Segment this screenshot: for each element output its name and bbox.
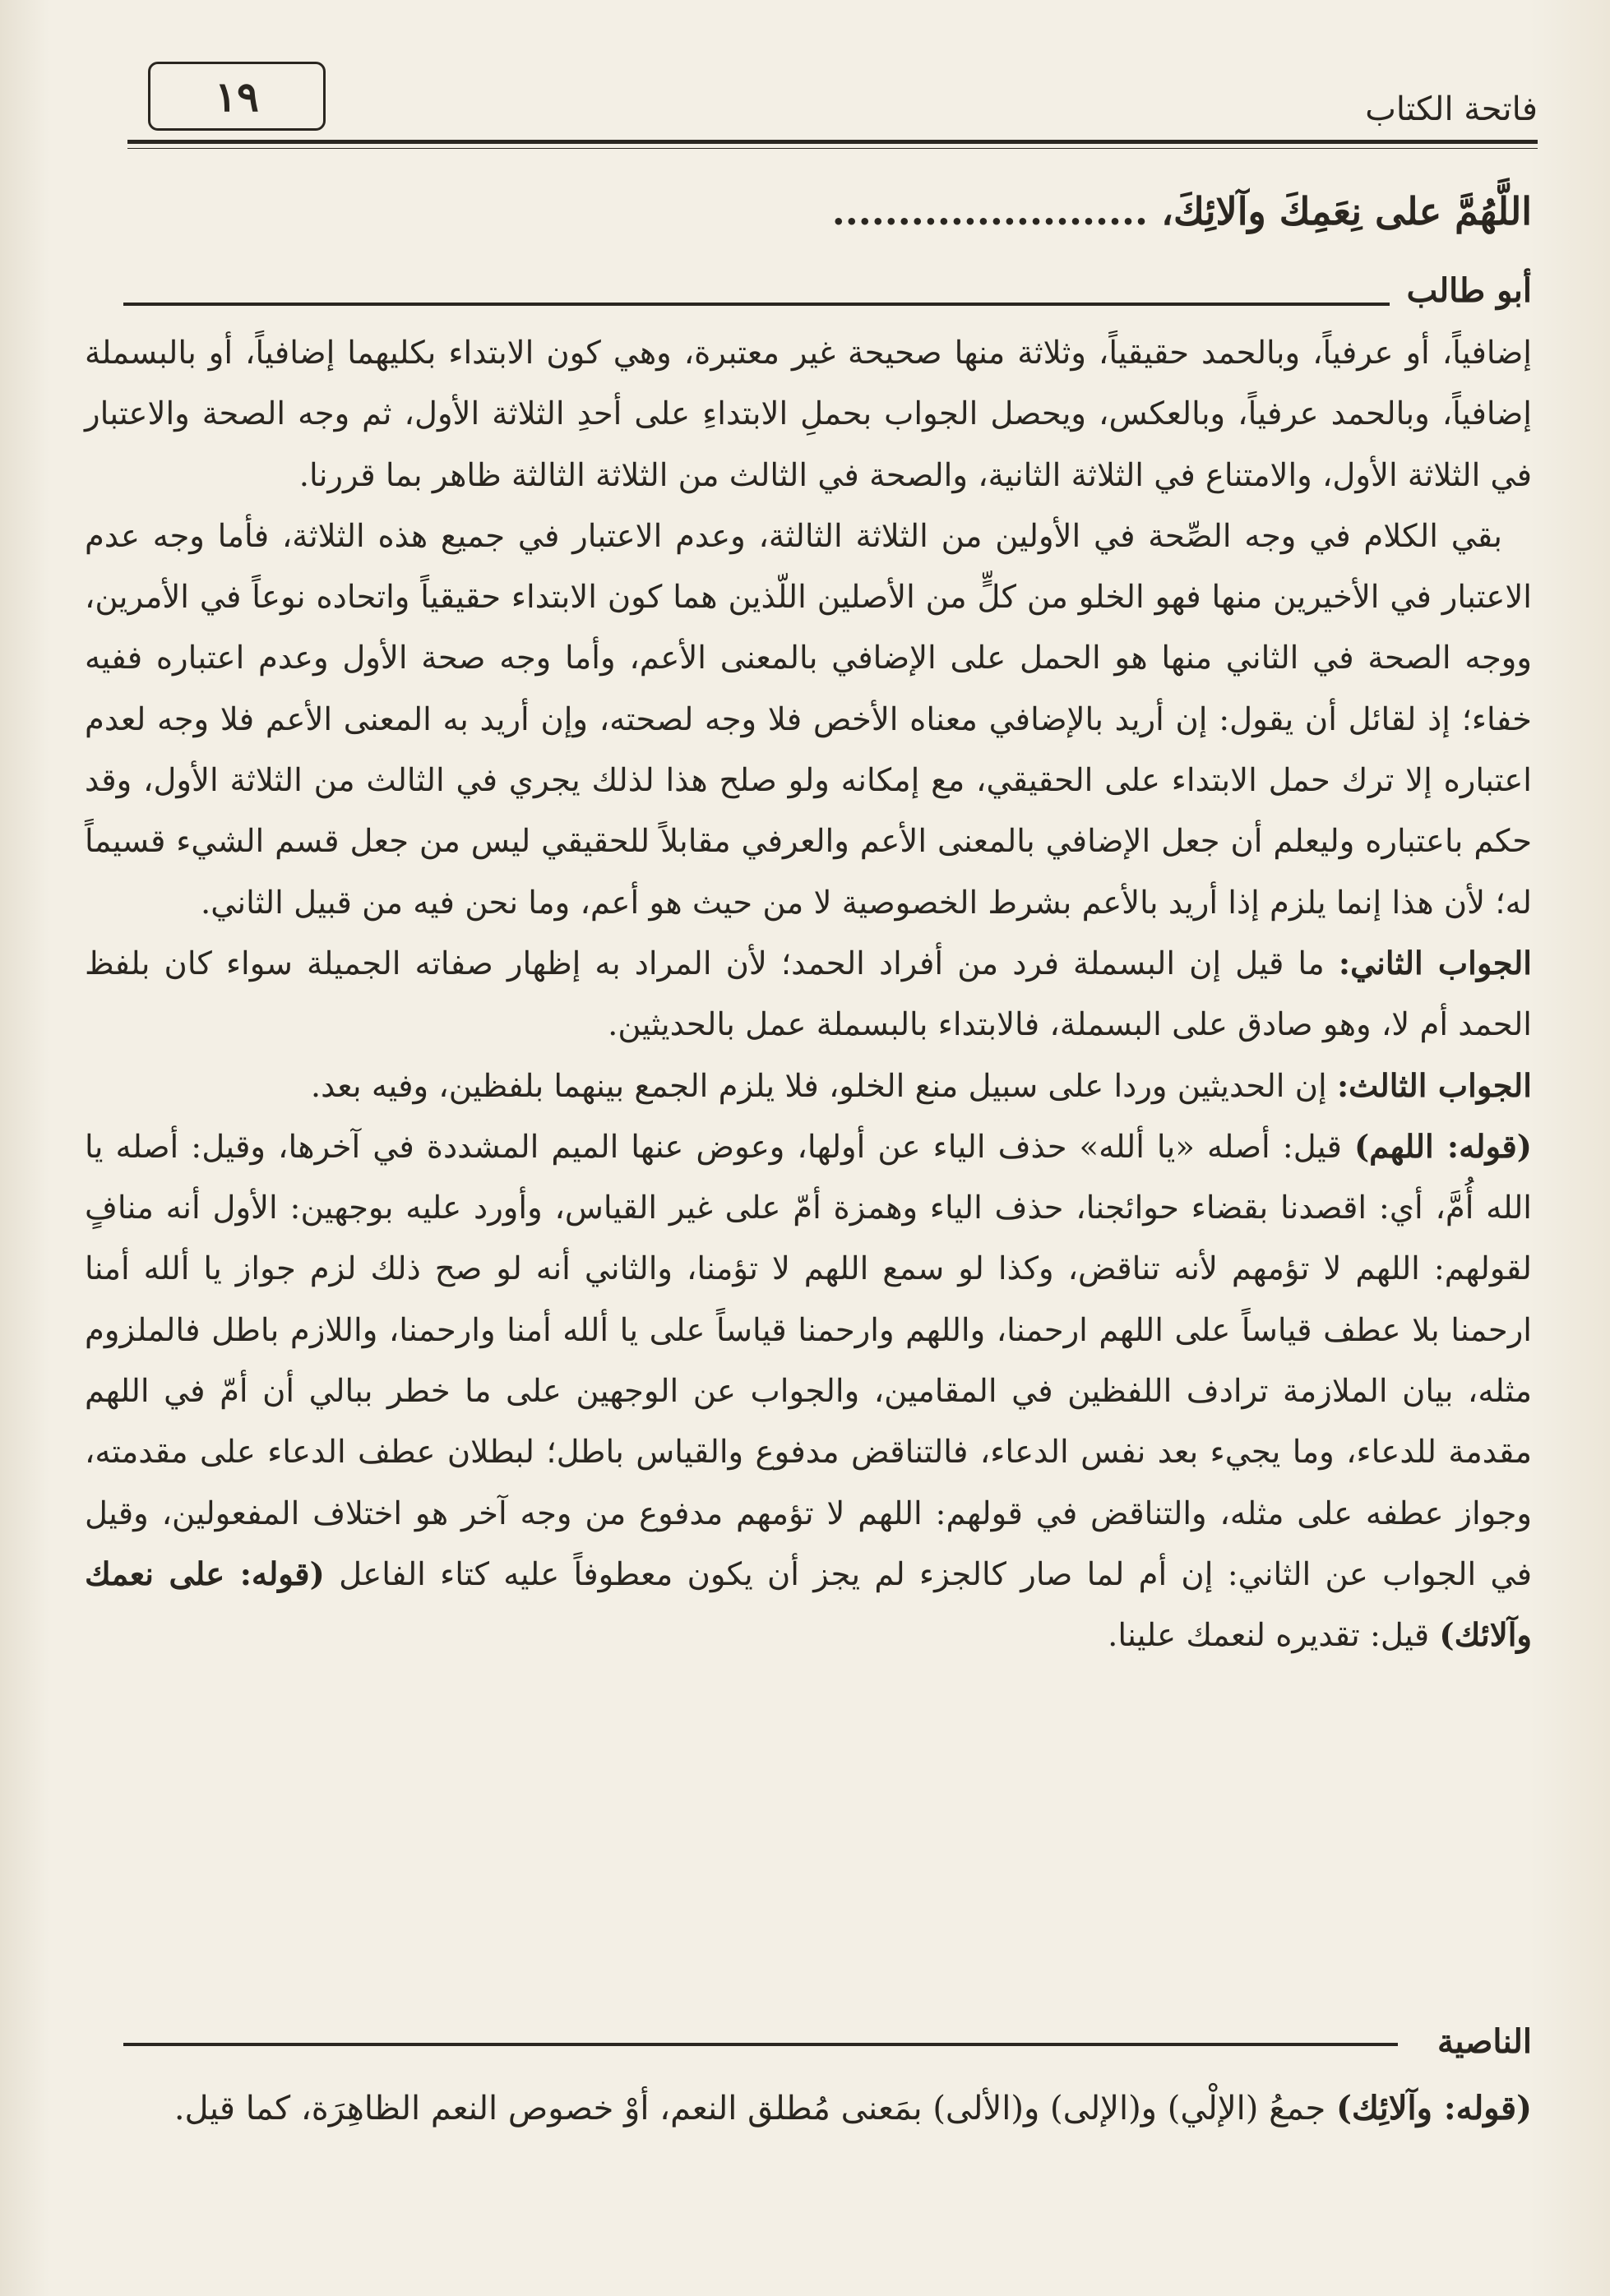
paragraph-answer-3 bbox=[85, 1056, 1532, 1117]
answer-2-text: ما قيل إن البسملة فرد من أفراد الحمد؛ لأن المراد به إظهار صفاته الجميلة سواء كان بلفظ الحمد أم لا، وهو صادق على البسملة، فالابتداء بالبسملة عمل بالحديثين. bbox=[85, 945, 1532, 1044]
section-label-nasiya: الناصية bbox=[1437, 2022, 1532, 2061]
qawluhu-niamik-text: قيل: تقديره لنعمك علينا. bbox=[1108, 1617, 1430, 1655]
header-rule-thin bbox=[127, 148, 1538, 149]
running-title: فاتحة الكتاب bbox=[1365, 90, 1538, 128]
answer-2-label: الجواب الثاني: bbox=[1338, 945, 1532, 982]
header-rule bbox=[127, 140, 1538, 144]
paragraph-2: بقي الكلام في وجه الصِّحة في الأولين من الثلاثة الثالثة، وعدم الاعتبار في جميع هذه الثلاثة، فأما وجه عدم الاعتبار في الأخيرين منها فهو الخلو من كلٍّ من الأصلين اللّذين هما كون الابتداء حقيقياً واتحاده نوعاً في الأمرين، ووجه الصحة في الثاني منها هو الحمل على الإضافي بالمعنى الأعم، وأما وجه صحة الأول وعدم اعتباره ففيه خفاء؛ إذ لقائل أن يقول: إن أريد بالإضافي معناه الأخص فلا وجه لصحته، وإن أريد به المعنى الأعم فلا وجه لعدم اعتباره إلا ترك حمل الابتداء على الحقيقي، مع إمكانه ولو صلح هذا لذلك يجري في الثالث من الثلاثة الأول، وقد حكم باعتباره وليعلم أن جعل الإضافي بالمعنى الأعم والعرفي مقابلاً للحقيقي ليس من جعل قسم الشيء قسيماً له؛ لأن هذا إنما يلزم إذا أريد بالأعم بشرط الخصوصية لا من حيث هو أعم، وما نحن فيه من قبيل الثاني. bbox=[85, 517, 1532, 922]
page-number: ١٩ bbox=[148, 62, 326, 131]
qawluhu-alaik-text: جمعُ (الإلْي) و(الإلى) و(الألى) بمَعنى مُطلق النعم، أوْ خصوص النعم الظاهِرَة، كما قيل. bbox=[173, 2090, 1326, 2127]
answer-3-label: الجواب الثالث: bbox=[1336, 1067, 1532, 1105]
commentary-abu-talib bbox=[85, 323, 1532, 1667]
section-rule-abu-talib bbox=[123, 303, 1390, 306]
paragraph-1: إضافياً، أو عرفياً، وبالحمد حقيقياً، وثلاثة منها صحيحة غير معتبرة، وهي كون الابتداء بكليهما إضافياً، أو بالبسملة إضافياً، وبالحمد عرفياً، وبالعكس، ويحصل الجواب بحملِ الابتداءِ على أحدِ الثلاثة الأول، ثم وجه الصحة والاعتبار في الثلاثة الأول، والامتناع في الثلاثة الثانية، والصحة في الثالث من الثلاثة الثالثة ظاهر بما قررنا. bbox=[85, 335, 1532, 494]
matn-dots: ........................ bbox=[831, 189, 1149, 233]
commentary-nasiya bbox=[85, 2072, 1532, 2146]
qawluhu-allahumma-label: (قوله: اللهم) bbox=[1353, 1128, 1532, 1166]
qawluhu-niamik-label: (قوله: على نعمك وآلائك) bbox=[85, 1555, 1532, 1655]
matn-text: اللَّهُمَّ على نِعَمِكَ وآلائِكَ، bbox=[1161, 189, 1532, 233]
qawluhu-allahumma-text: قيل: أصله «يا ألله» حذف الياء عن أولها، وعوض عنها الميم المشددة في آخرها، وقيل: أصله يا الله أُمَّ، أي: اقصدنا بقضاء حوائجنا، حذف الياء وهمزة أمّ على غير القياس، وأورد عليه بوجهين: الأول أنه منافٍ لقولهم: اللهم لا تؤمهم لأنه تناقض، وكذا لو سمع اللهم لا تؤمنا، والثاني أنه لو صح ذلك لزم جواز يا ألله أمنا ارحمنا بلا عطف قياساً على اللهم ارحمنا، واللهم وارحمنا قياساً على يا ألله أمنا وارحمنا، واللازم باطل فالملزوم مثله، بيان الملازمة ترادف اللفظين في المقامين، والجواب عن الوجهين على ما خطر ببالي أن أمّ في اللهم مقدمة للدعاء، وما يجيء بعد نفس الدعاء، فالتناقض مدفوع والقياس باطل؛ لبطلان عطف الدعاء على مقدمته، وجواز عطفه على مثله، والتناقض في قولهم: اللهم لا تؤمهم مدفوع من وجه آخر هو اختلاف المفعولين، وقيل في الجواب عن الثاني: إن أم لما صار كالجزء لم يجز أن يكون معطوفاً عليه كتاء الفاعل bbox=[85, 1128, 1532, 1593]
answer-3-text: إن الحديثين وردا على سبيل منع الخلو، فلا يلزم الجمع بينهما بلفظين، وفيه بعد. bbox=[310, 1067, 1327, 1105]
qawluhu-alaik-label: (قوله: وآلائِك) bbox=[1335, 2089, 1532, 2127]
matn-line bbox=[134, 189, 1532, 233]
section-label-abu-talib: أبو طالب bbox=[1406, 271, 1532, 310]
paragraph-qawluhu-allahumma bbox=[85, 1117, 1532, 1667]
paragraph-alaik bbox=[85, 2072, 1532, 2146]
section-rule-nasiya bbox=[123, 2043, 1398, 2046]
paragraph-answer-2 bbox=[85, 934, 1532, 1056]
page-header bbox=[123, 58, 1538, 156]
